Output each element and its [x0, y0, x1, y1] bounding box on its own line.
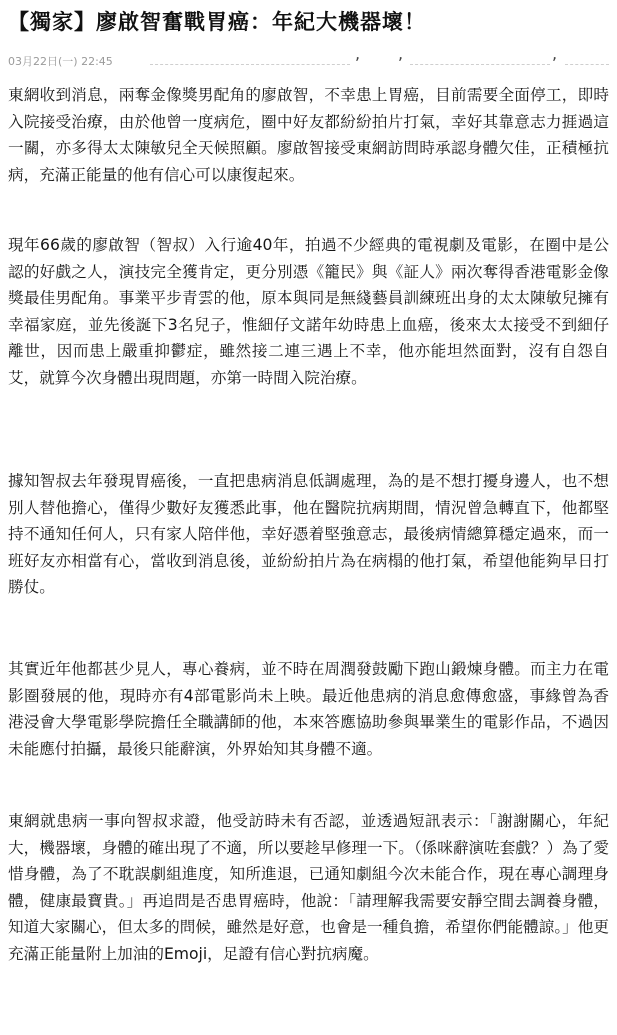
- publish-date: 03月22日(一) 22:45: [8, 55, 113, 68]
- paragraph: 現年66歲的廖啟智（智叔）入行逾40年，拍過不少經典的電視劇及電影，在圈中是公認的好戲之人，演技完全獲肯定，更分別憑《籠民》與《証人》兩次奪得香港電影金像獎最佳男配角。事業平步青雲的他，原本與同是無綫藝員訓練班出身的太太陳敏兒擁有幸福家庭，並先後誕下3名兒子，惟細仔文諾年幼時患上血癌，後來太太接受不到細仔離世，因而患上嚴重抑鬱症，雖然接二連三遇上不幸，他亦能坦然面對，沒有自怨自艾，就算今次身體出現問題，亦第一時間入院治療。: [8, 236, 609, 387]
- paragraph: 據知智叔去年發現胃癌後，一直把患病消息低調處理，為的是不想打擾身邊人，也不想別人替他擔心，僅得少數好友獲悉此事，他在醫院抗病期間，情況曾急轉直下，他都堅持不通知任何人，只有家人陪伴他，幸好憑着堅強意志，最後病情總算穩定過來，而一班好友亦相當有心，當收到消息後，並紛紛拍片為在病榻的他打氣，希望他能夠早日打勝仗。: [8, 472, 609, 596]
- divider: [150, 64, 350, 65]
- paragraph: 東網就患病一事向智叔求證，他受訪時未有否認，並透過短訊表示：「謝謝關心，年紀大，機器壞，身體的確出現了不適，所以要趁早修理一下。（係咪辭演咗套戲？）為了愛惜身體，為了不耽誤劇組進度，知所進退，已通知劇組今次未能合作，現在專心調理身體，健康最寶貴。」再追問是否患胃癌時，他說：「請理解我需要安靜空間去調養身體，知道大家關心，但太多的問候，雖然是好意，也會是一種負擔，希望你們能體諒。」他更充滿正能量附上加油的Emoji，足證有信心對抗病魔。: [8, 812, 609, 963]
- date-mark: ,: [398, 44, 404, 63]
- headline: 【獨家】廖啟智奮戰胃癌：年紀大機器壞！: [8, 10, 426, 34]
- date-mark: ,: [355, 44, 361, 63]
- date-mark: ,: [552, 44, 558, 63]
- divider: [565, 64, 609, 65]
- paragraph: 東網收到消息，兩奪金像獎男配角的廖啟智，不幸患上胃癌，目前需要全面停工，即時入院接受治療，由於他曾一度病危，圈中好友都紛紛拍片打氣，幸好其靠意志力捱過這一關，亦多得太太陳敏兒全天候照顧。廖啟智接受東網訪問時承認身體欠佳，正積極抗病，充滿正能量的他有信心可以康復起來。: [8, 86, 609, 184]
- divider: [410, 64, 550, 65]
- paragraph: 其實近年他都甚少見人，專心養病，並不時在周潤發鼓勵下跑山鍛煉身體。而主力在電影圈發展的他，現時亦有4部電影尚未上映。最近他患病的消息愈傳愈盛，事緣曾為香港浸會大學電影學院擔任全職講師的他，本來答應協助參與畢業生的電影作品，不過因未能應付拍攝，最後只能辭演，外界始知其身體不適。: [8, 660, 609, 758]
